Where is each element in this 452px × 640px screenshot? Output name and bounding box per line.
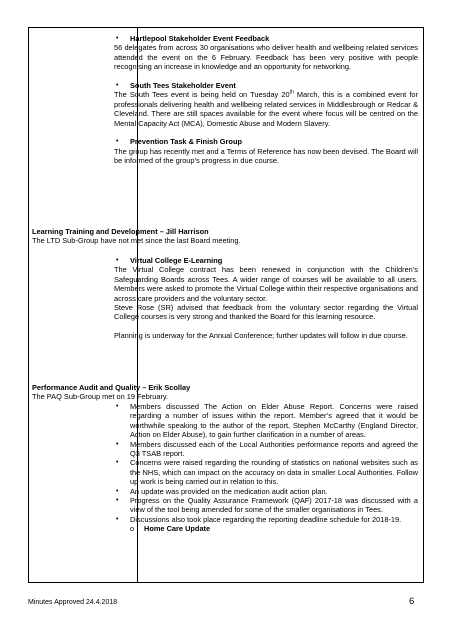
ltd-content bbox=[114, 256, 418, 341]
paq-heading: Performance Audit and Quality – Erik Scollay bbox=[32, 383, 191, 392]
paq-heading-block bbox=[32, 383, 418, 402]
planning-note: Planning is underway for the Annual Conference; further updates will follow in due course. bbox=[114, 331, 408, 341]
bullet-icon: • bbox=[116, 440, 119, 448]
virtual-college-body: The Virtual College contract has been renewed in conjunction with the Children’s Safeguarding Boards across Tees. A wider range of courses will be available to all users. Members were asked to promote the Virtual College within their respective organisations and across care providers and the voluntary sector. bbox=[114, 265, 418, 303]
south-tees-body: The South Tees event is being held on Tuesday 20th March, this is a combined event for professionals delivering health and wellbeing related services in Middlesbrough or Redcar & Cleveland. There are still spaces available for the event where focus will be centred on the Mental Capacity Act (MCA), Domestic Abuse and Modern Slavery. bbox=[114, 89, 418, 128]
paq-bullet-6: • Discussions also took place regarding the reporting deadline schedule for 2018-19. bbox=[116, 514, 402, 524]
bullet-icon: • bbox=[116, 403, 119, 410]
minutes-content bbox=[114, 34, 418, 175]
hartlepool-body: 56 delegates from across 30 organisations who deliver health and wellbeing related services attended the event on the 6 February. Feedback has been very positive with people recognising an increase in knowledge and an opportunity for networking. bbox=[114, 43, 418, 72]
prevention-body: The group has recently met and a Terms of Reference has now been devised. The Board will be informed of the group’s progress in due course. bbox=[114, 146, 418, 166]
ltd-intro: The LTD Sub-Group have not met since the last Board meeting. bbox=[32, 236, 241, 246]
footer-approval: Minutes Approved 24.4.2018 bbox=[28, 599, 118, 606]
virtual-college-item bbox=[114, 256, 418, 265]
paq-bullet-4: • An update was provided on the medication audit action plan. bbox=[116, 486, 328, 496]
bullet-icon: • bbox=[116, 487, 119, 495]
bullet-icon: • bbox=[116, 459, 119, 467]
paq-bullet-5: • Progress on the Quality Assurance Framework (QAF) 2017-18 was discussed with a view of the tool being amended for some of the smaller organisations in Tees. bbox=[116, 496, 418, 515]
paq-intro: The PAQ Sub-Group met on 19 February. bbox=[32, 392, 169, 402]
bullet-icon: • bbox=[116, 257, 119, 264]
bullet-icon: • bbox=[116, 82, 119, 90]
prevention-title: Prevention Task & Finish Group bbox=[130, 137, 242, 147]
paq-bullet-1: • Members discussed The Action on Elder Abuse Report. Concerns were raised regarding a number of issues within the report. Member’s agreed that it would be worthwhile speaking to the author of the report, Stephen McCarthy (England Director, Action on Elder Abuse), to gain further clarification in a number of areas. bbox=[116, 402, 418, 440]
hartlepool-title: Hartlepool Stakeholder Event Feedback bbox=[130, 34, 270, 43]
south-tees-item bbox=[114, 81, 418, 90]
prevention-item bbox=[114, 137, 418, 146]
paq-bullets bbox=[114, 402, 418, 534]
ltd-heading-block bbox=[32, 227, 418, 246]
hartlepool-item bbox=[114, 34, 418, 43]
steve-rose-note: Steve Rose (SR) advised that feedback from the voluntary sector regarding the Virtual College courses is very strong and thanked the Board for this learning resource. bbox=[114, 303, 418, 322]
bullet-icon: • bbox=[116, 138, 119, 146]
page-number: 6 bbox=[409, 596, 415, 607]
ltd-heading: Learning Training and Development – Jill Harrison bbox=[32, 227, 209, 236]
south-tees-title: South Tees Stakeholder Event bbox=[130, 81, 236, 91]
home-care-item bbox=[114, 524, 418, 533]
virtual-college-title: Virtual College E-Learning bbox=[130, 256, 223, 265]
circle-bullet-icon: o bbox=[130, 524, 135, 534]
bullet-icon: • bbox=[116, 35, 119, 42]
paq-bullet-2: • Members discussed each of the Local Authorities performance reports and agreed the Q3 TSAB report. bbox=[116, 439, 418, 459]
bullet-icon: • bbox=[116, 515, 119, 523]
paq-bullet-3: • Concerns were raised regarding the rounding of statistics on national websites such as the NHS, which can impact on the accuracy on data in smaller Local Authorities. Follow up work is being carried out in relation to this. bbox=[116, 458, 418, 487]
home-care-title: Home Care Update bbox=[144, 524, 211, 534]
bullet-icon: • bbox=[116, 497, 119, 505]
